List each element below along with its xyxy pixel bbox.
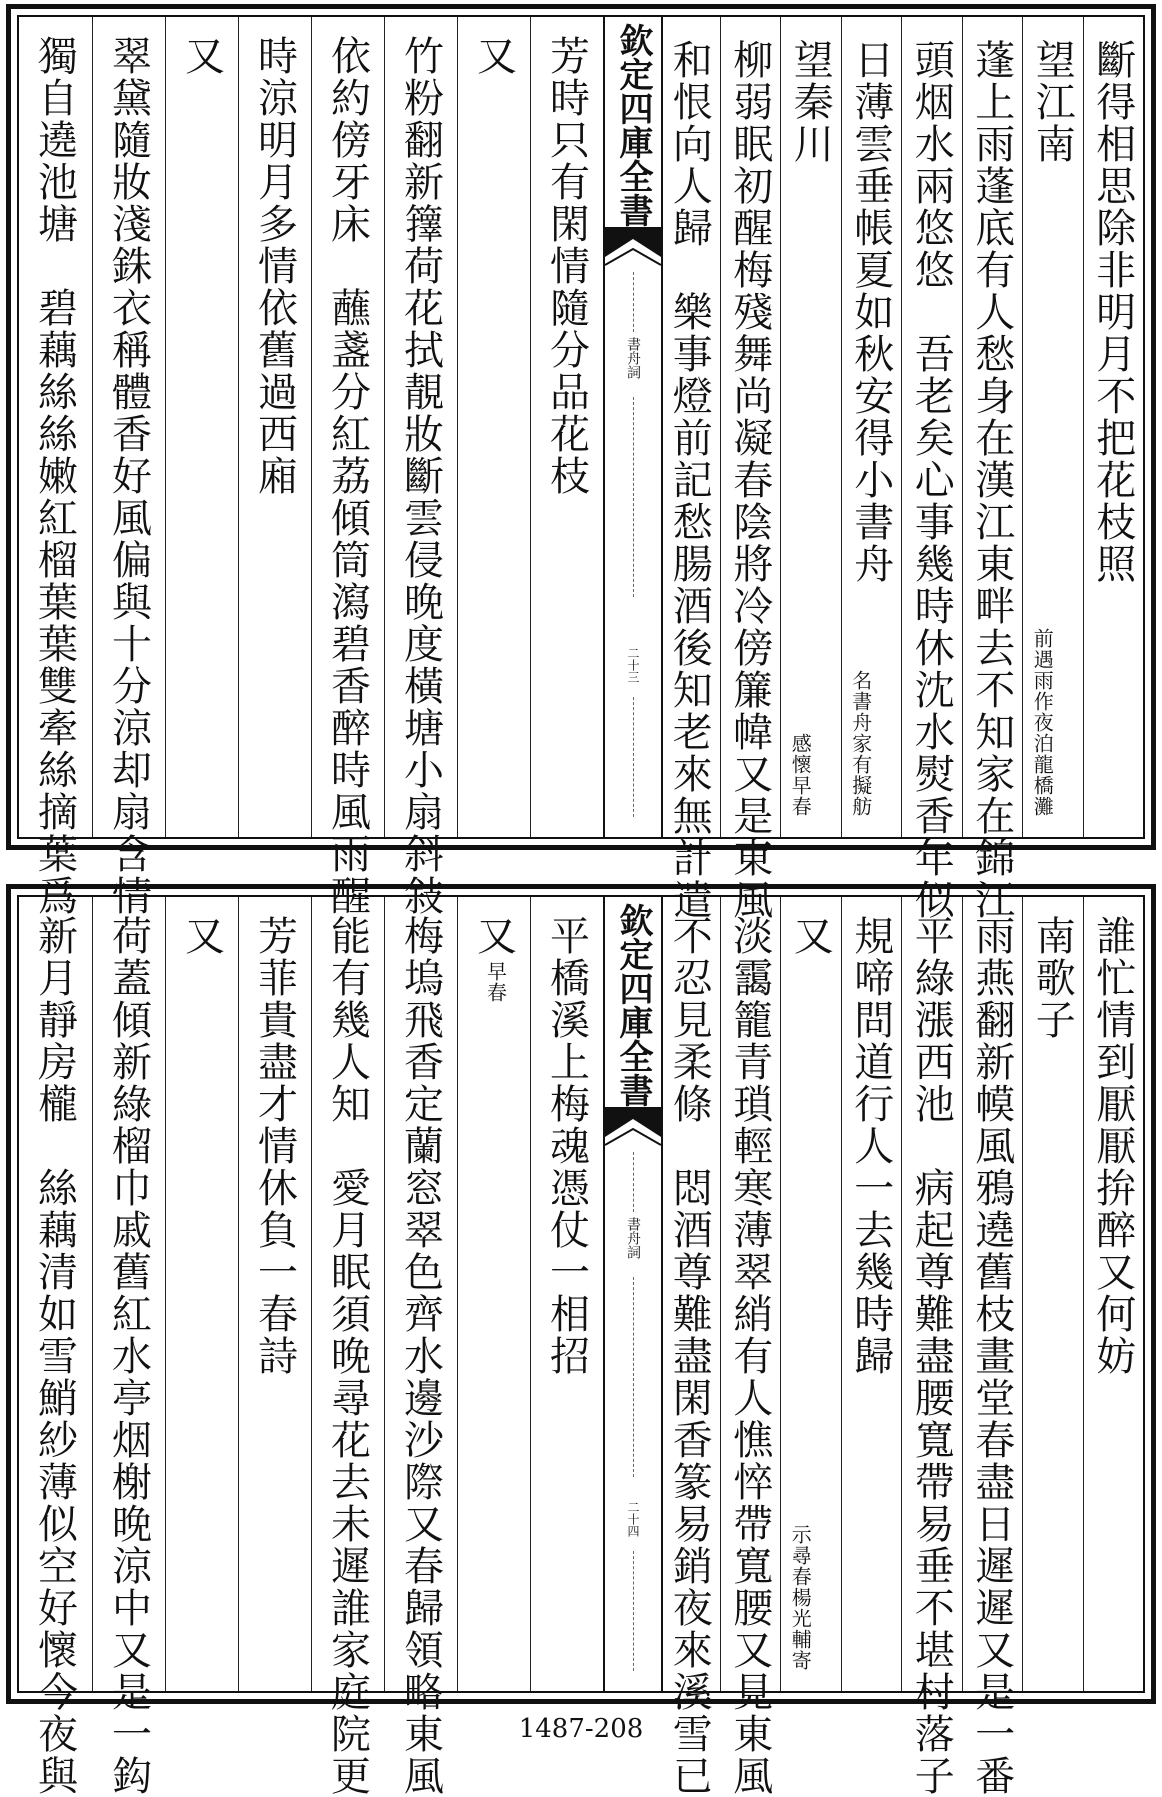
text-column bbox=[962, 897, 1024, 1797]
column-text: 南歌子 bbox=[1029, 915, 1076, 1041]
column-text: 規啼問道行人一去幾時歸 bbox=[847, 915, 894, 1377]
annotation-line: 早春 bbox=[788, 775, 813, 817]
column-text: 蓬上雨蓬底有人愁身在漢江東畔去不知家在錦江 bbox=[968, 39, 1015, 921]
gutter-title: 欽定四庫全書 bbox=[613, 23, 653, 227]
text-column bbox=[19, 897, 92, 1797]
column-text: 梅塢飛香定蘭窓翠色齊水邊沙際又春歸領略東風 bbox=[397, 915, 444, 1797]
gutter-rule bbox=[633, 1277, 634, 1477]
column-text: 和恨向人歸 樂事燈前記愁腸酒後知老來無計遣 bbox=[666, 39, 713, 921]
annotation-line: 楊光輔寄 bbox=[788, 1587, 813, 1671]
gutter-rule bbox=[633, 272, 634, 332]
text-column bbox=[384, 17, 458, 917]
column-text: 獨自遶池塘 碧藕絲絲嫩紅榴葉葉雙牽絲摘葉爲 bbox=[31, 35, 78, 917]
column-text: 平綠漲西池 病起尊難盡腰寬帶易垂不堪村落子 bbox=[908, 915, 955, 1797]
text-column bbox=[720, 897, 782, 1797]
column-annotation: 早春 bbox=[483, 961, 508, 1003]
text-column bbox=[962, 17, 1024, 921]
text-column bbox=[1083, 897, 1145, 1691]
column-text: 誰忙情到厭厭拚醉又何妨 bbox=[1089, 915, 1136, 1377]
gutter-rule bbox=[633, 1551, 634, 1671]
column-text: 淡靄籠青瑣輕寒薄翠綃有人憔悴帶寬腰又見東風 bbox=[726, 915, 773, 1797]
text-column bbox=[165, 897, 239, 1691]
column-text: 柳弱眠初醒梅殘舞尚凝春陰將冷傍簾幃又是東風 bbox=[726, 39, 773, 921]
gutter-title: 欽定四庫全書 bbox=[613, 903, 653, 1107]
column-text: 平橋溪上梅魂憑仗一相招 bbox=[543, 915, 590, 1377]
column-text: 新月靜房櫳 絲藕清如雪鮹紗薄似空好懷今夜與 bbox=[31, 915, 78, 1797]
column-text: 雨燕翻新幙風鴉遶舊枝畫堂春盡日遲遲又是一番 bbox=[968, 915, 1015, 1797]
text-column bbox=[841, 17, 903, 837]
column-text: 芳菲貴盡才情休負一春詩 bbox=[251, 915, 298, 1377]
text-column bbox=[92, 17, 166, 917]
text-column bbox=[841, 897, 903, 1691]
column-text: 又 bbox=[178, 35, 225, 77]
column-text: 又 bbox=[470, 915, 517, 957]
text-column bbox=[720, 17, 782, 921]
annotation-line: 示尋春 bbox=[788, 1524, 813, 1587]
column-annotation bbox=[788, 171, 813, 817]
column-text: 日薄雲垂帳夏如秋安得小書舟 bbox=[847, 39, 894, 585]
text-column bbox=[780, 897, 842, 1691]
column-text: 依約傍牙床 蘸盞分紅荔傾筒瀉碧香醉時風雨醒 bbox=[324, 35, 371, 917]
column-text: 斷得相思除非明月不把花枝照 bbox=[1089, 39, 1136, 585]
annotation-line: 家有擬舫 bbox=[848, 733, 873, 817]
gutter-page-number: 二十四 bbox=[626, 1501, 640, 1537]
column-annotation bbox=[850, 591, 871, 817]
gutter-subtitle: 書舟詞 bbox=[625, 1217, 641, 1259]
text-column bbox=[238, 897, 312, 1691]
center-gutter bbox=[603, 897, 663, 1691]
column-text: 竹粉翻新籜荷花拭靚妝斷雲侵晚度橫塘小扇斜敍 bbox=[397, 35, 444, 917]
column-text: 不忍見柔條 悶酒尊難盡閑香篆易銷夜來溪雪已 bbox=[666, 915, 713, 1797]
text-column bbox=[457, 17, 531, 837]
column-text: 又 bbox=[787, 915, 834, 957]
column-text: 能有幾人知 愛月眠須晚尋花去未遲誰家庭院更 bbox=[324, 915, 371, 1797]
text-column bbox=[238, 17, 312, 837]
text-column bbox=[165, 17, 239, 837]
annotation-line: 前遇雨作 bbox=[1030, 628, 1055, 712]
fishtail-mark bbox=[605, 1107, 661, 1147]
text-column bbox=[384, 897, 458, 1797]
text-column bbox=[1022, 17, 1084, 837]
text-column bbox=[901, 897, 963, 1797]
annotation-line: 夜泊龍橋灘 bbox=[1030, 712, 1055, 817]
text-column bbox=[311, 17, 385, 917]
column-text: 頭烟水兩悠悠 吾老矣心事幾時休沈水熨香年似 bbox=[908, 39, 955, 921]
text-column bbox=[530, 897, 604, 1691]
column-annotation bbox=[1030, 171, 1055, 817]
gutter-subtitle: 書舟詞 bbox=[625, 337, 641, 379]
column-text: 又 bbox=[178, 915, 225, 957]
column-text: 又 bbox=[470, 35, 517, 77]
column-text: 望秦川 bbox=[787, 39, 834, 165]
gutter-rule bbox=[633, 697, 634, 817]
annotation-line: 名書舟 bbox=[848, 670, 873, 733]
text-column bbox=[659, 897, 721, 1797]
column-text: 翠黛隨妝淺銖衣稱體香好風偏與十分涼却扇含情 bbox=[105, 35, 152, 917]
column-annotation bbox=[788, 963, 813, 1671]
text-column bbox=[92, 897, 166, 1797]
fishtail-mark bbox=[605, 227, 661, 267]
text-column bbox=[659, 17, 721, 921]
text-column bbox=[1083, 17, 1145, 837]
text-column bbox=[19, 17, 92, 917]
gutter-page-number: 二十三 bbox=[626, 647, 640, 683]
text-column bbox=[1022, 897, 1084, 1691]
text-column bbox=[780, 17, 842, 837]
page-footer-number: 1487-208 bbox=[518, 1714, 644, 1744]
page-frame bbox=[17, 15, 1145, 921]
upper-page bbox=[6, 4, 1156, 921]
column-text: 時涼明月多情依舊過西廂 bbox=[251, 35, 298, 497]
gutter-rule bbox=[633, 397, 634, 597]
center-gutter bbox=[603, 17, 663, 837]
text-column bbox=[457, 897, 531, 1691]
gutter-rule bbox=[633, 1152, 634, 1212]
text-column bbox=[311, 897, 385, 1797]
column-text: 荷蓋傾新綠榴巾戚舊紅水亭烟榭晚涼中又是一鈎 bbox=[105, 915, 152, 1797]
annotation-line: 感懷 bbox=[788, 733, 813, 775]
column-text: 芳時只有閑情隨分品花枝 bbox=[543, 35, 590, 497]
column-text: 望江南 bbox=[1029, 39, 1076, 165]
text-column bbox=[901, 17, 963, 921]
text-column bbox=[530, 17, 604, 837]
